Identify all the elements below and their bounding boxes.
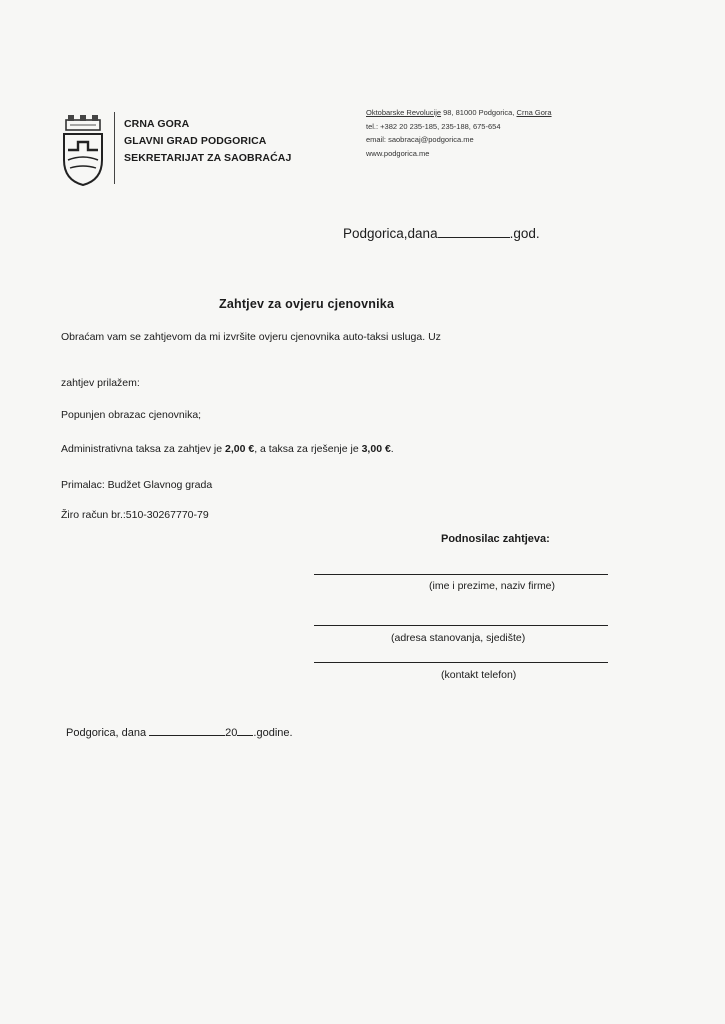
institution-line: CRNA GORA [124, 118, 190, 130]
date-suffix: .god. [509, 226, 540, 241]
signature-line[interactable] [314, 574, 608, 575]
fee-text: Administrativna taksa za zahtjev je [61, 443, 225, 455]
fee-line [61, 443, 394, 455]
coat-of-arms-logo [60, 114, 106, 186]
address-street: Oktobarske Revolucije [366, 108, 442, 117]
date-line-bottom [66, 727, 293, 739]
body-line: Popunjen obrazac cjenovnika; [61, 409, 202, 421]
account-line: Žiro račun br.:510-30267770-79 [61, 509, 209, 521]
signature-caption: (adresa stanovanja, sjedište) [391, 632, 526, 644]
signature-caption: (ime i prezime, naziv firme) [429, 580, 556, 592]
phone-line: tel.: +382 20 235-185, 235-188, 675-654 [366, 121, 501, 131]
email-line: email: saobracaj@podgorica.me [366, 135, 474, 144]
fee-end: . [390, 443, 394, 455]
address-rest: 98, 81000 Podgorica, [441, 108, 517, 117]
institution-block [124, 116, 291, 167]
fee-text: , a taksa za rješenje je [254, 443, 362, 455]
address-country: Crna Gora [516, 108, 552, 117]
date-line-top [343, 226, 540, 241]
body-line: zahtjev prilažem: [61, 377, 140, 389]
date-prefix: Podgorica, dana [66, 727, 150, 739]
date-blank[interactable] [149, 735, 225, 736]
date-middle: 20 [225, 727, 238, 739]
institution-line: SEKRETARIJAT ZA SAOBRAĆAJ [124, 152, 292, 164]
institution-line: GLAVNI GRAD PODGORICA [124, 135, 267, 147]
fee-value: 2,00 € [225, 443, 255, 455]
year-blank[interactable] [237, 735, 253, 736]
signature-caption: (kontakt telefon) [441, 669, 517, 681]
date-blank[interactable] [438, 237, 510, 238]
web-line: www.podgorica.me [366, 148, 430, 158]
fee-value: 3,00 € [361, 443, 391, 455]
signature-line[interactable] [314, 625, 608, 626]
applicant-label: Podnosilac zahtjeva: [441, 533, 550, 545]
header-divider [114, 112, 115, 184]
date-prefix: Podgorica,dana [343, 226, 438, 241]
signature-line[interactable] [314, 662, 608, 663]
address-line [366, 106, 552, 120]
body-line: Obraćam vam se zahtjevom da mi izvršite ovjeru cjenovnika auto-taksi usluga. Uz [61, 331, 441, 343]
document-title: Zahtjev za ovjeru cjenovnika [219, 297, 395, 311]
contact-block [366, 106, 552, 160]
recipient-line: Primalac: Budžet Glavnog grada [61, 479, 213, 491]
date-suffix: .godine. [253, 727, 293, 739]
